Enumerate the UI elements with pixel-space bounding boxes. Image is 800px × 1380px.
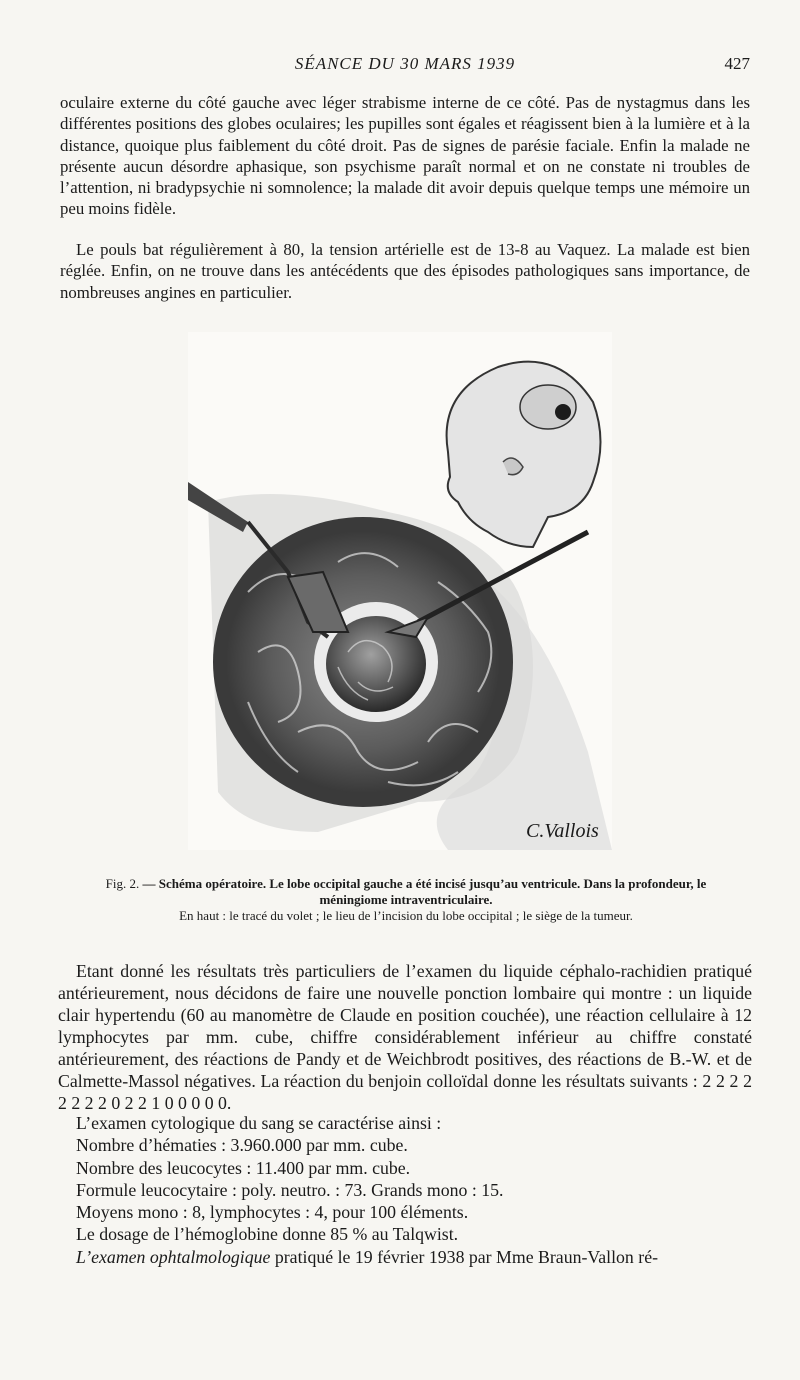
list-item: Nombre d’hématies : 3.960.000 par mm. cube. — [76, 1135, 408, 1156]
ophthalmology-heading: L’examen ophtalmologique — [76, 1246, 271, 1267]
paragraph-3: Etant donné les résultats très particuliers de l’examen du liquide céphalo-rachidien pratiqué antérieurement, nous décidons de faire une nouvelle ponction lombaire qui montre : un liquide clair hypertendu (60 au manomètre de Claude en position couchée), une réaction cellulaire à 12 lymphocytes par mm. cube, chiffre considérablement inférieur au chiffre constaté antérieurement, des réactions de Pandy et de Weichbrodt positives, des réactions de B.-W. et de Calmette-Massol négatives. La réaction du benjoin colloïdal donne les résultats suivants : 2 2 2 2 2 2 2 2 0 2 2 1 0 0 0 0 0. — [58, 961, 752, 1113]
list-item: Formule leucocytaire : poly. neutro. : 73. Grands mono : 15. — [76, 1179, 504, 1200]
page-header — [60, 54, 750, 82]
figure-caption — [86, 876, 726, 924]
page-number: 427 — [724, 54, 750, 73]
list-item: Moyens mono : 8, lymphocytes : 4, pour 100 éléments. — [76, 1202, 469, 1223]
list-item: L’examen cytologique du sang se caractérise ainsi : — [76, 1113, 442, 1133]
blood-exam-list — [58, 1112, 752, 1268]
figure-label: Fig. 2. — [105, 876, 140, 891]
caption-line-2: En haut : le tracé du volet ; le lieu de l’incision du lobe occipital ; le siège de la tumeur. — [179, 908, 633, 923]
list-item: Nombre des leucocytes : 11.400 par mm. cube. — [76, 1157, 411, 1178]
surgical-illustration-drawing — [188, 332, 612, 850]
paragraph-2: Le pouls bat régulièrement à 80, la tension artérielle est de 13-8 au Vaquez. La malade est bien réglée. Enfin, on ne trouve dans les antécédents que des épisodes pathologiques sans importance, de nombreuses angines en particulier. — [60, 240, 750, 302]
ophthalmology-text: pratiqué le 19 février 1938 par Mme Braun-Vallon ré- — [274, 1246, 659, 1267]
artist-signature: C.Vallois — [526, 820, 599, 842]
paragraph-1: oculaire externe du côté gauche avec léger strabisme interne de ce côté. Pas de nystagmus dans les différentes positions des globes oculaires; les pupilles sont égales et réagissent bien à la lumière et à la distance, quoique plus faiblement du côté droit. Pas de signes de parésie faciale. Enfin la malade ne présente aucun désordre aphasique, son psychisme paraît normal et on ne constate ni troubles de l’attention, ni bradypsychie ni somnolence; la malade dit avoir depuis quelque temps une mémoire un peu moins fidèle. — [60, 93, 750, 219]
surgical-illustration — [188, 332, 612, 850]
running-title: SÉANCE DU 30 MARS 1939 — [294, 54, 516, 73]
caption-line-1: — Schéma opératoire. Le lobe occipital gauche a été incisé jusqu’au ventricule. Dans la profondeur, le méningiome intraventriculaire. — [142, 876, 707, 907]
ophthalmology-line — [58, 1246, 752, 1268]
list-item: Le dosage de l’hémoglobine donne 85 % au Talqwist. — [76, 1224, 459, 1245]
